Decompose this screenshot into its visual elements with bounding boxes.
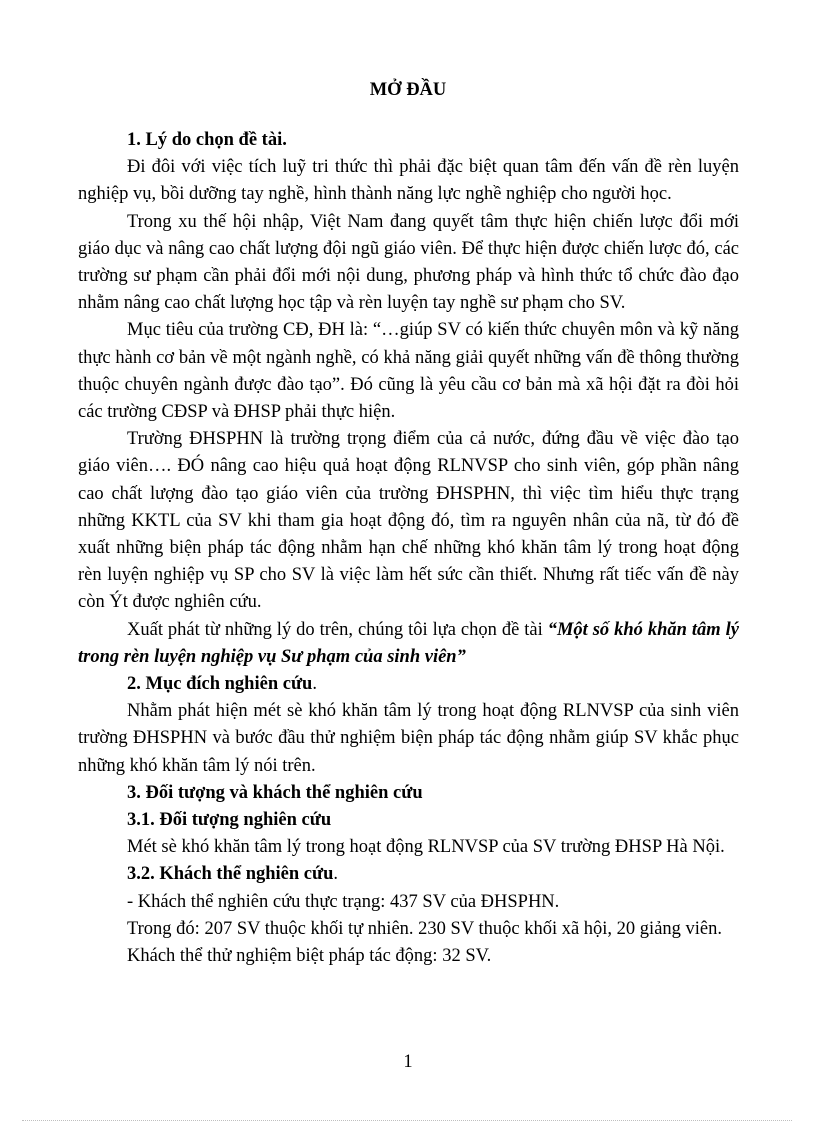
- section-3-2-paragraph-a: - Khách thể nghiên cứu thực trạng: 437 SV của ĐHSPHN.: [127, 891, 560, 912]
- section-3-1-paragraph: Mét sè khó khăn tâm lý trong hoạt động RLNVSP của SV trường ĐHSP Hà Nội.: [127, 837, 725, 858]
- section-2-paragraph-1: Nhằm phát hiện mét sè khó khăn tâm lý trong hoạt động RLNVSP của sinh viên trường ĐHSPHN và bước đầu thử nghiệm biện pháp tác động nhằm giúp SV khắc phục những khó khăn tâm lý nói trên.: [78, 701, 739, 776]
- section-3-heading: 3. Đối tượng và khách thể nghiên cứu: [127, 782, 423, 803]
- section-3-2-paragraph-b: Trong đó: 207 SV thuộc khối tự nhiên. 230 SV thuộc khối xã hội, 20 giảng viên.: [127, 918, 723, 939]
- section-2-heading-tail: .: [312, 674, 317, 695]
- thesis-title-quote: “Một số khó khăn tâm lý trong rèn luyện nghiệp vụ Sư phạm của sinh viên”: [78, 619, 739, 667]
- section-1-paragraph-1: Đi đôi với việc tích luỹ tri thức thì phải đặc biệt quan tâm đến vấn đề rèn luyện nghiệp vụ, bồi dưỡng tay nghề, hình thành năng lực nghề nghiệp cho người học.: [78, 157, 739, 205]
- section-3-2-heading: 3.2. Khách thể nghiên cứu: [127, 864, 334, 885]
- section-1-paragraph-5: [78, 617, 739, 671]
- page-title: MỞ ĐẦU: [369, 80, 447, 100]
- section-1-paragraph-3: Mục tiêu của trường CĐ, ĐH là: “…giúp SV có kiến thức chuyên môn và kỹ năng thực hành cơ bản về một ngành nghề, có khả năng giải quyết những vấn đề thông thường thuộc chuyên ngành được đào tạo”. Đó cũng là yêu cầu cơ bản mà xã hội đặt ra đòi hỏi các trường CĐSP và ĐHSP phải thực hiện.: [78, 320, 739, 423]
- section-3-2-paragraph-c: Khách thể thử nghiệm biệt pháp tác động: 32 SV.: [127, 946, 492, 967]
- section-2-heading: 2. Mục đích nghiên cứu: [127, 674, 313, 695]
- section-1-paragraph-2: Trong xu thế hội nhập, Việt Nam đang quyết tâm thực hiện chiến lược đổi mới giáo dục và nâng cao chất lượng đội ngũ giáo viên. Để thực hiện được chiến lược đó, các trường sư phạm cần phải đổi mới nội dung, phương pháp và hình thức tổ chức đào đạo nhằm nâng cao chất lượng học tập và rèn luyện tay nghề sư phạm cho SV.: [78, 211, 739, 314]
- section-3-2-heading-line: [78, 861, 739, 888]
- paragraph-5-lead: Xuất phát từ những lý do trên, chúng tôi lựa chọn đề tài: [127, 619, 548, 640]
- section-3-1-heading: 3.1. Đối tượng nghiên cứu: [127, 810, 332, 831]
- section-1-heading: 1. Lý do chọn đề tài.: [127, 130, 287, 150]
- document-body: [78, 127, 739, 970]
- section-3-2-heading-tail: .: [333, 864, 339, 885]
- section-2-heading-line: [78, 671, 739, 698]
- page-divider: [22, 1120, 792, 1121]
- page-number: 1: [403, 1052, 413, 1072]
- section-1-paragraph-4: Trường ĐHSPHN là trường trọng điểm của cả nước, đứng đầu về việc đào tạo giáo viên…. ĐÓ nâng cao hiệu quả hoạt động RLNVSP cho sinh viên, góp phần nâng cao chất lượng đào tạo giáo viên của trường ĐHSPHN, thì việc tìm hiểu thực trạng những KKTL của SV khi tham gia hoạt động đó, tìm ra nguyên nhân của nã, từ đó đề xuất những biện pháp tác động nhằm hạn chế những khó khăn tâm lý trong hoạt động rèn luyện nghiệp vụ SP cho SV là việc làm hết sức cần thiết. Nhưng rất tiếc vấn đề này còn Ýt được nghiên cứu.: [78, 429, 739, 613]
